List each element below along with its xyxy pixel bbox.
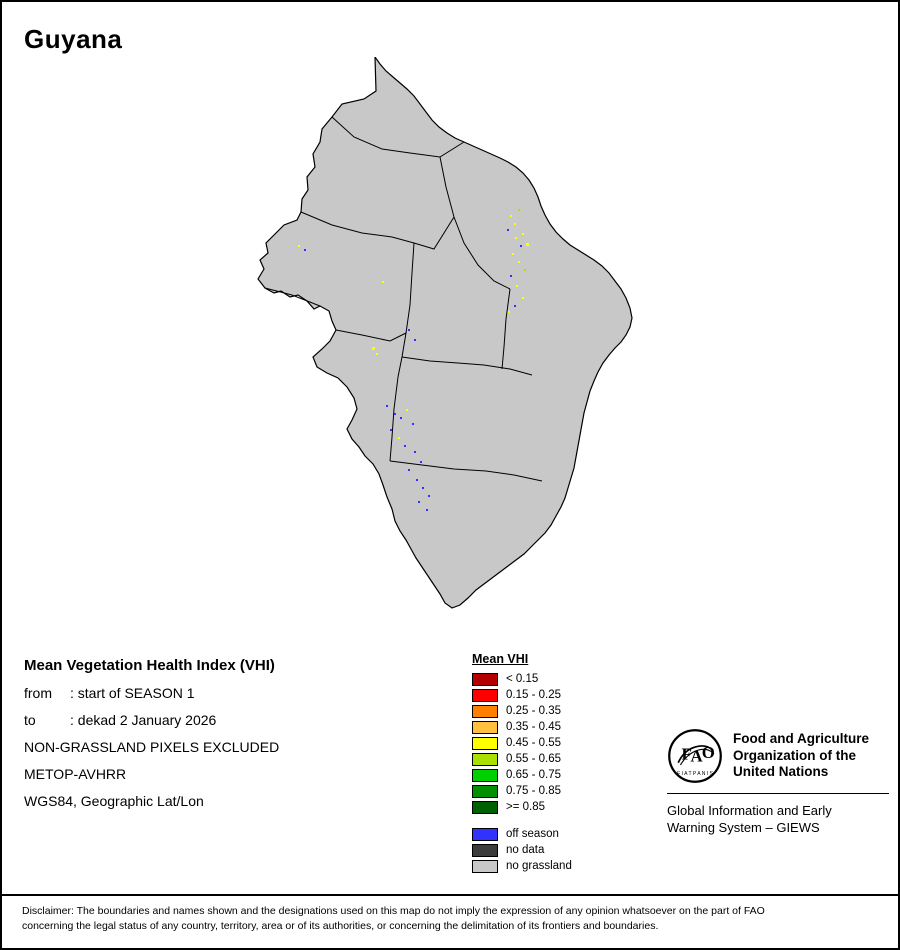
legend-label: 0.75 - 0.85 [506, 785, 561, 797]
legend-swatch [472, 801, 498, 814]
legend-item [472, 703, 672, 719]
fao-header [667, 728, 889, 784]
svg-text:A: A [690, 746, 703, 766]
legend-swatch [472, 860, 498, 873]
legend-label: 0.55 - 0.65 [506, 753, 561, 765]
caption-from-row [24, 685, 444, 701]
giews-system-name [667, 802, 889, 836]
disclaimer [2, 894, 898, 948]
legend-item [472, 799, 672, 815]
fao-organization-name [733, 731, 869, 782]
legend-swatch [472, 721, 498, 734]
legend-label: no grassland [506, 860, 572, 872]
legend-item [472, 719, 672, 735]
legend-swatch [472, 737, 498, 750]
legend-label: >= 0.85 [506, 801, 546, 813]
caption-from-key: from [24, 685, 52, 701]
legend-title: Mean VHI [472, 652, 529, 666]
legend-swatch [472, 828, 498, 841]
legend-label: < 0.15 [506, 673, 539, 685]
legend-label: 0.25 - 0.35 [506, 705, 561, 717]
caption-projection: WGS84, Geographic Lat/Lon [24, 793, 204, 809]
legend-item [472, 735, 672, 751]
legend-label: 0.65 - 0.75 [506, 769, 561, 781]
page-title: Guyana [24, 24, 123, 54]
caption-from-value: : start of SEASON 1 [70, 685, 195, 701]
map-caption [24, 657, 444, 820]
legend-swatch [472, 689, 498, 702]
svg-text:O: O [701, 743, 715, 763]
svg-text:F I A T P A N I S: F I A T P A N I S [677, 771, 713, 778]
legend-swatch [472, 769, 498, 782]
fao-org-line-2: Organization of the [733, 747, 856, 763]
caption-to-value: : dekad 2 January 2026 [70, 712, 217, 728]
svg-text:F: F [681, 744, 692, 764]
caption-product-title: Mean Vegetation Health Index (VHI) [24, 657, 275, 674]
legend-item [472, 687, 672, 703]
legend-label: 0.45 - 0.55 [506, 737, 561, 749]
legend-label: 0.15 - 0.25 [506, 689, 561, 701]
legend [472, 652, 672, 874]
legend-spacer [472, 815, 672, 826]
legend-item [472, 751, 672, 767]
fao-divider [667, 793, 889, 794]
fao-branding [667, 728, 889, 836]
legend-label: off season [506, 828, 559, 840]
legend-swatch [472, 844, 498, 857]
fao-org-line-3: United Nations [733, 764, 829, 780]
country-shape [258, 57, 632, 608]
legend-item-no-data [472, 842, 672, 858]
fao-logo-icon [667, 728, 723, 784]
giews-line-2: Warning System – GIEWS [667, 820, 820, 836]
legend-swatch [472, 785, 498, 798]
caption-to-key: to [24, 712, 36, 728]
giews-line-1: Global Information and Early [667, 803, 832, 818]
caption-note: NON-GRASSLAND PIXELS EXCLUDED [24, 739, 280, 755]
legend-label: no data [506, 844, 545, 856]
guyana-map-svg [2, 57, 898, 627]
legend-item [472, 671, 672, 687]
caption-sensor: METOP-AVHRR [24, 766, 127, 782]
fao-org-line-1: Food and Agriculture [733, 730, 869, 746]
legend-item [472, 767, 672, 783]
caption-to-row [24, 712, 444, 728]
legend-item-off-season [472, 826, 672, 842]
map-canvas [2, 57, 898, 627]
disclaimer-line-1: Disclaimer: The boundaries and names shown and the designations used on this map do not imply the expression of any opinion whatsoever on the part of FAO [22, 905, 765, 917]
legend-swatch [472, 705, 498, 718]
legend-swatch [472, 753, 498, 766]
disclaimer-line-2: concerning the legal status of any country, territory, area or of its authorities, or concerning the delimitation of its frontiers and boundaries. [22, 920, 659, 933]
guyana-outline [258, 57, 632, 608]
legend-swatch [472, 673, 498, 686]
legend-item [472, 783, 672, 799]
legend-label: 0.35 - 0.45 [506, 721, 561, 733]
legend-item-no-grassland [472, 858, 672, 874]
